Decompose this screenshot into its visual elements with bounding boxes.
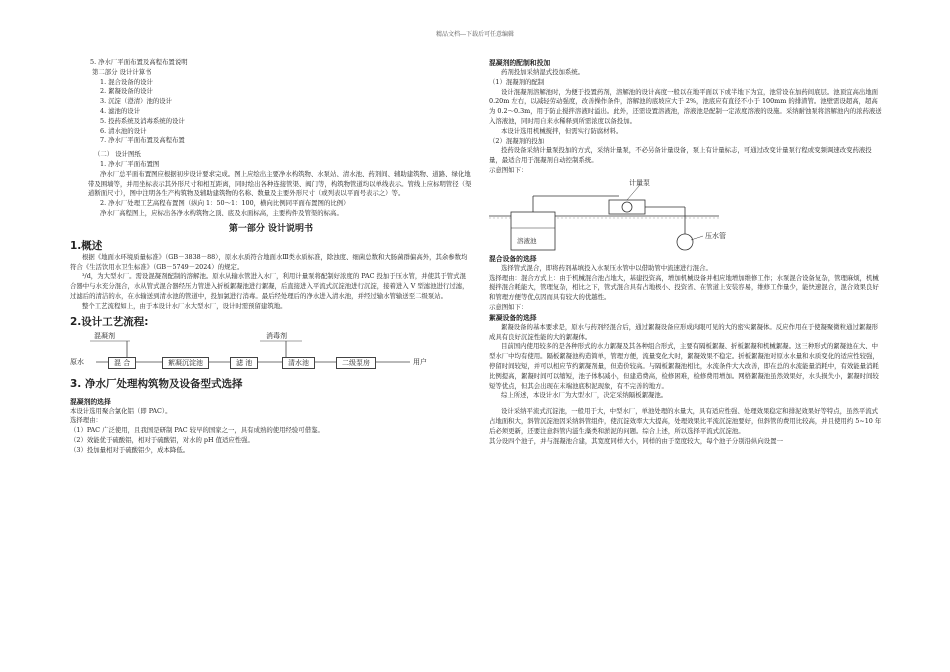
drawing1-title: 1. 净水厂平面布置图 <box>100 159 160 168</box>
calc-item: 1. 混合设备的设计 <box>100 77 153 86</box>
flocculation-para1: 絮凝设备的基本要求是，原水与药剂经混合后，通过絮凝设备应形成肉眼可见的大的密实絮凝体。反应作用在于使凝聚微粒通过絮凝形成具有良好沉淀性能的大的絮凝体。 <box>489 322 879 341</box>
coagulant-selection-title: 混凝剂的选择 <box>70 397 111 406</box>
section1-para2: ³/d，为大型水厂。需设混凝剂配制的溶解池。原水从输水管进入水厂，利用计量泵将配制好浓度的 PAC 投加于压水管，并使其于管式混合器中与水充分混合，水从管式混合器经压力管进入折板絮凝池进行絮凝，后直接进入平流式沉淀池进行沉淀，接着进入 V 型滤池进行过滤，过滤后的清洁的水，在水输送到清水池的管道中，投加氯进行消毒。最后经处理后的净水进入清水池，并经过输水管输送至二级泵站。 <box>70 272 469 300</box>
page-header: 精品文档---下载后可任意编辑 <box>435 31 515 38</box>
drawings-title: （二） 设计图纸 <box>94 150 141 159</box>
calc-item: 3. 沉淀（澄清）池的设计 <box>100 97 173 106</box>
flow-user: 用户 <box>413 357 427 366</box>
right-column <box>489 58 883 446</box>
calc-item: 5. 投药系统及消毒系统的设计 <box>100 116 185 125</box>
dosing-schematic <box>489 178 883 252</box>
section3-title: 3. 净水厂处理构筑物及设备型式选择 <box>70 377 243 390</box>
section2-title: 2.设计工艺流程: <box>70 315 149 328</box>
coagulant-para2: 选择理由： <box>70 416 102 425</box>
flow-raw-water: 原水 <box>70 357 84 366</box>
calc-item: 2. 絮凝设备的设计 <box>100 87 153 96</box>
part-two-heading: 第二部分 设计计算书 <box>92 67 152 76</box>
sedimentation-para1: 设计采纳平流式沉淀池，一般用于大，中型水厂，单池处理的水量大，具有适应性强、处理效果稳定和排泥效果好等特点，虽然平流式占地面积大，斜管沉淀池因采纳斜管组件，使沉淀效率大大提高，处理效果比平流沉淀池要好，但斜管的费用比较高，并且使用约 5~10 年后必须更新，还要注意斜管内滋生藻类和淤泥的问题。综合上述，所以选择平流式沉淀池。 <box>489 407 882 435</box>
flow-filter-box: 滤 池 <box>230 357 258 369</box>
mixing-caption: 示意图如下： <box>489 302 528 311</box>
calc-item: 7. 净水厂平面布置及高程布置 <box>100 136 185 145</box>
calc-item: 6. 清水池的设计 <box>100 126 147 135</box>
dosing-title: 混凝剂的配制和投加 <box>489 59 551 67</box>
flocculation-para3: 综上所述，本设计水厂为大型水厂，决定采纳隔板絮凝池。 <box>501 391 668 400</box>
preparation-text: 设计混凝剂溶解池时，为便于投置药剂，溶解池的设计高度一般以在地平面以下或半地下为宜，池常设在加药间底层。池顶宜高出地面 0.20m 左右，以减轻劳动强度，改善操作条件，溶解池的底坡应大于 2%，池底应有直径不小于 100mm 的排渣管。池壁需设超高，超高为 0.2～0.3m，用于防止搅拌溶液时溢出。此外，还需设置溶液池，溶液池是配制一定浓度溶液的设施。采纳耐蚀泵将溶解池内的浓药液送入溶液池，同时用自来水稀释到所需浓度以备投加。 <box>489 87 882 125</box>
coagulant-reason: （1）PAC 广泛使用，且我国是研制 PAC 较早的国家之一，具有成熟的使用经验可借鉴。 <box>70 426 324 435</box>
coagulant-para1: 本设计选用聚合氯化铝（即 PAC）。 <box>70 406 172 415</box>
flow-clear-tank-box: 清水池 <box>282 357 315 369</box>
flow-mix-box: 混 合 <box>108 357 136 369</box>
solution-tank-label: 溶液池 <box>517 236 537 245</box>
flocculation-para2: 目前国内使用较多的是各种形式的水力絮凝及其各种组合形式，主要有隔板絮凝、折板絮凝和机械絮凝。这三种形式的絮凝池在大、中型水厂中均有使用。隔板絮凝池构造简单，管理方便，流量变化大时，絮凝效果不稳定。折板絮凝池对原水水量和水质变化的适应性较强，停留时间较短，并可以相应节约絮凝剂量，但造价较高。与隔板絮凝池相比，水流条件大大改善，即在总的水流能量消耗中，有效能量消耗比例提高，絮凝时间可以缩短，池子体积减小，但建造费高，检修困难，检修费用增加。网格絮凝池虽然效果好，水头损失小，絮凝时间较短等优点，但其会出现在末端池底积泥现象，有不完善的地方。 <box>489 342 879 390</box>
drawing2-title: 2. 净水厂处理工艺高程布置图（纵向 1：50～1：100，横向比例同平面布置图的比例） <box>100 199 350 208</box>
preparation-title: （1）混凝剂的配制 <box>489 77 545 86</box>
flow-coagulant-label: 混凝剂 <box>94 331 115 340</box>
addition-title: （2）混凝剂的投加 <box>489 136 545 145</box>
metering-pump-label: 计量泵 <box>629 178 650 187</box>
mixing-title: 混合设备的选择 <box>489 254 537 263</box>
drawing2-text: 净水厂高程图上，应标出各净水构筑物之顶、底及水面标高，主要构件及管渠的标高。 <box>100 208 343 217</box>
process-flow-diagram <box>70 331 472 373</box>
coagulant-reason: （2）效能优于硫酸铝，相对于硫酸铝，对水的 pH 值适应性强。 <box>70 435 254 444</box>
section1-para3: 整个工艺流程如上，由于本设计水厂水大型水厂，设计时需预留建筑地。 <box>82 301 287 310</box>
section1-title: 1.概述 <box>70 239 103 252</box>
mixing-para2: 选择理由：混合方式上：由于机械混合池占地大，基建投资高，增加机械设备并相应地增加维修工作；水泵混合设备复杂，管理麻烦，机械搅拌混合耗能大，管理复杂，相比之下，管式混合具有占地极小、投资省、在管道上安装容易，维修工作量少，能快速混合，混合效果良好和管理方便等优点因而具有较大的优越性。 <box>489 273 879 302</box>
left-column <box>70 58 472 456</box>
flow-floc-sed-box: 絮凝沉淀池 <box>162 357 209 369</box>
flocculation-title: 絮凝设备的选择 <box>489 313 537 322</box>
pressure-pipe-label: 压水管 <box>705 231 726 240</box>
section1-para1: 根据《地面水环境质量标准》（GB－3838－88），原水水质符合地面水Ⅲ类水质标准，除浊度、细菌总数和大肠菌群偏高外，其余参数均符合《生活饮用水卫生标准》（GB－5749－2024）的规定。 <box>70 252 468 271</box>
addition-text: 投药设备采纳计量泵投加的方式，采纳计量泵，不必另备计量设备，泵上有计量标志，可通过改变计量泵行程或变频调速改变药液投量，最适合用于混凝剂自动控制系统。 <box>489 146 872 165</box>
mixing-para1: 选择管式混合，即将药剂基填投入水泵压水管中以借助管中流速进行混合。 <box>501 263 712 272</box>
preparation-text2: 本设计选用机械搅拌，但需实行防腐材料。 <box>501 126 623 135</box>
figure-caption: 示意图如下： <box>489 165 528 174</box>
coagulant-reason: （3）投加量相对于硫酸铝少，成本降低。 <box>70 445 190 454</box>
dosing-intro: 药剂投加采纳湿式投加系统。 <box>501 68 585 76</box>
sedimentation-para2: 其分设四个池子，并与混凝池合建，其宽度同样大小，同样的由于宽度较大，每个池子分别沿纵向设置一 <box>489 436 783 445</box>
calc-item: 4. 滤池的设计 <box>100 106 141 115</box>
flow-disinfectant-label: 消毒剂 <box>266 331 287 340</box>
part-one-title: 第一部分 设计说明书 <box>228 223 314 234</box>
toc-item: 5. 净水厂平面布置及高程布置说明 <box>90 58 188 66</box>
flow-pump-box: 二级泵房 <box>336 357 376 369</box>
drawing1-text: 净水厂总平面布置图应根据初步设计要求完成。图上应绘出主要净水构筑物、水泵站、清水池、药剂间、辅助建筑物、道路、绿化地带及围墙等，并用坐标表示其外形尺寸和相互距离，同时绘出各种连接管渠、阀门等，构筑物管道均以单线表示。管线上应标明管径（渠道断面尺寸），图中注明各生产构筑物及辅助建筑物的名称、数量及主要外形尺寸（或列表以平面号表示之）等。 <box>88 169 472 198</box>
